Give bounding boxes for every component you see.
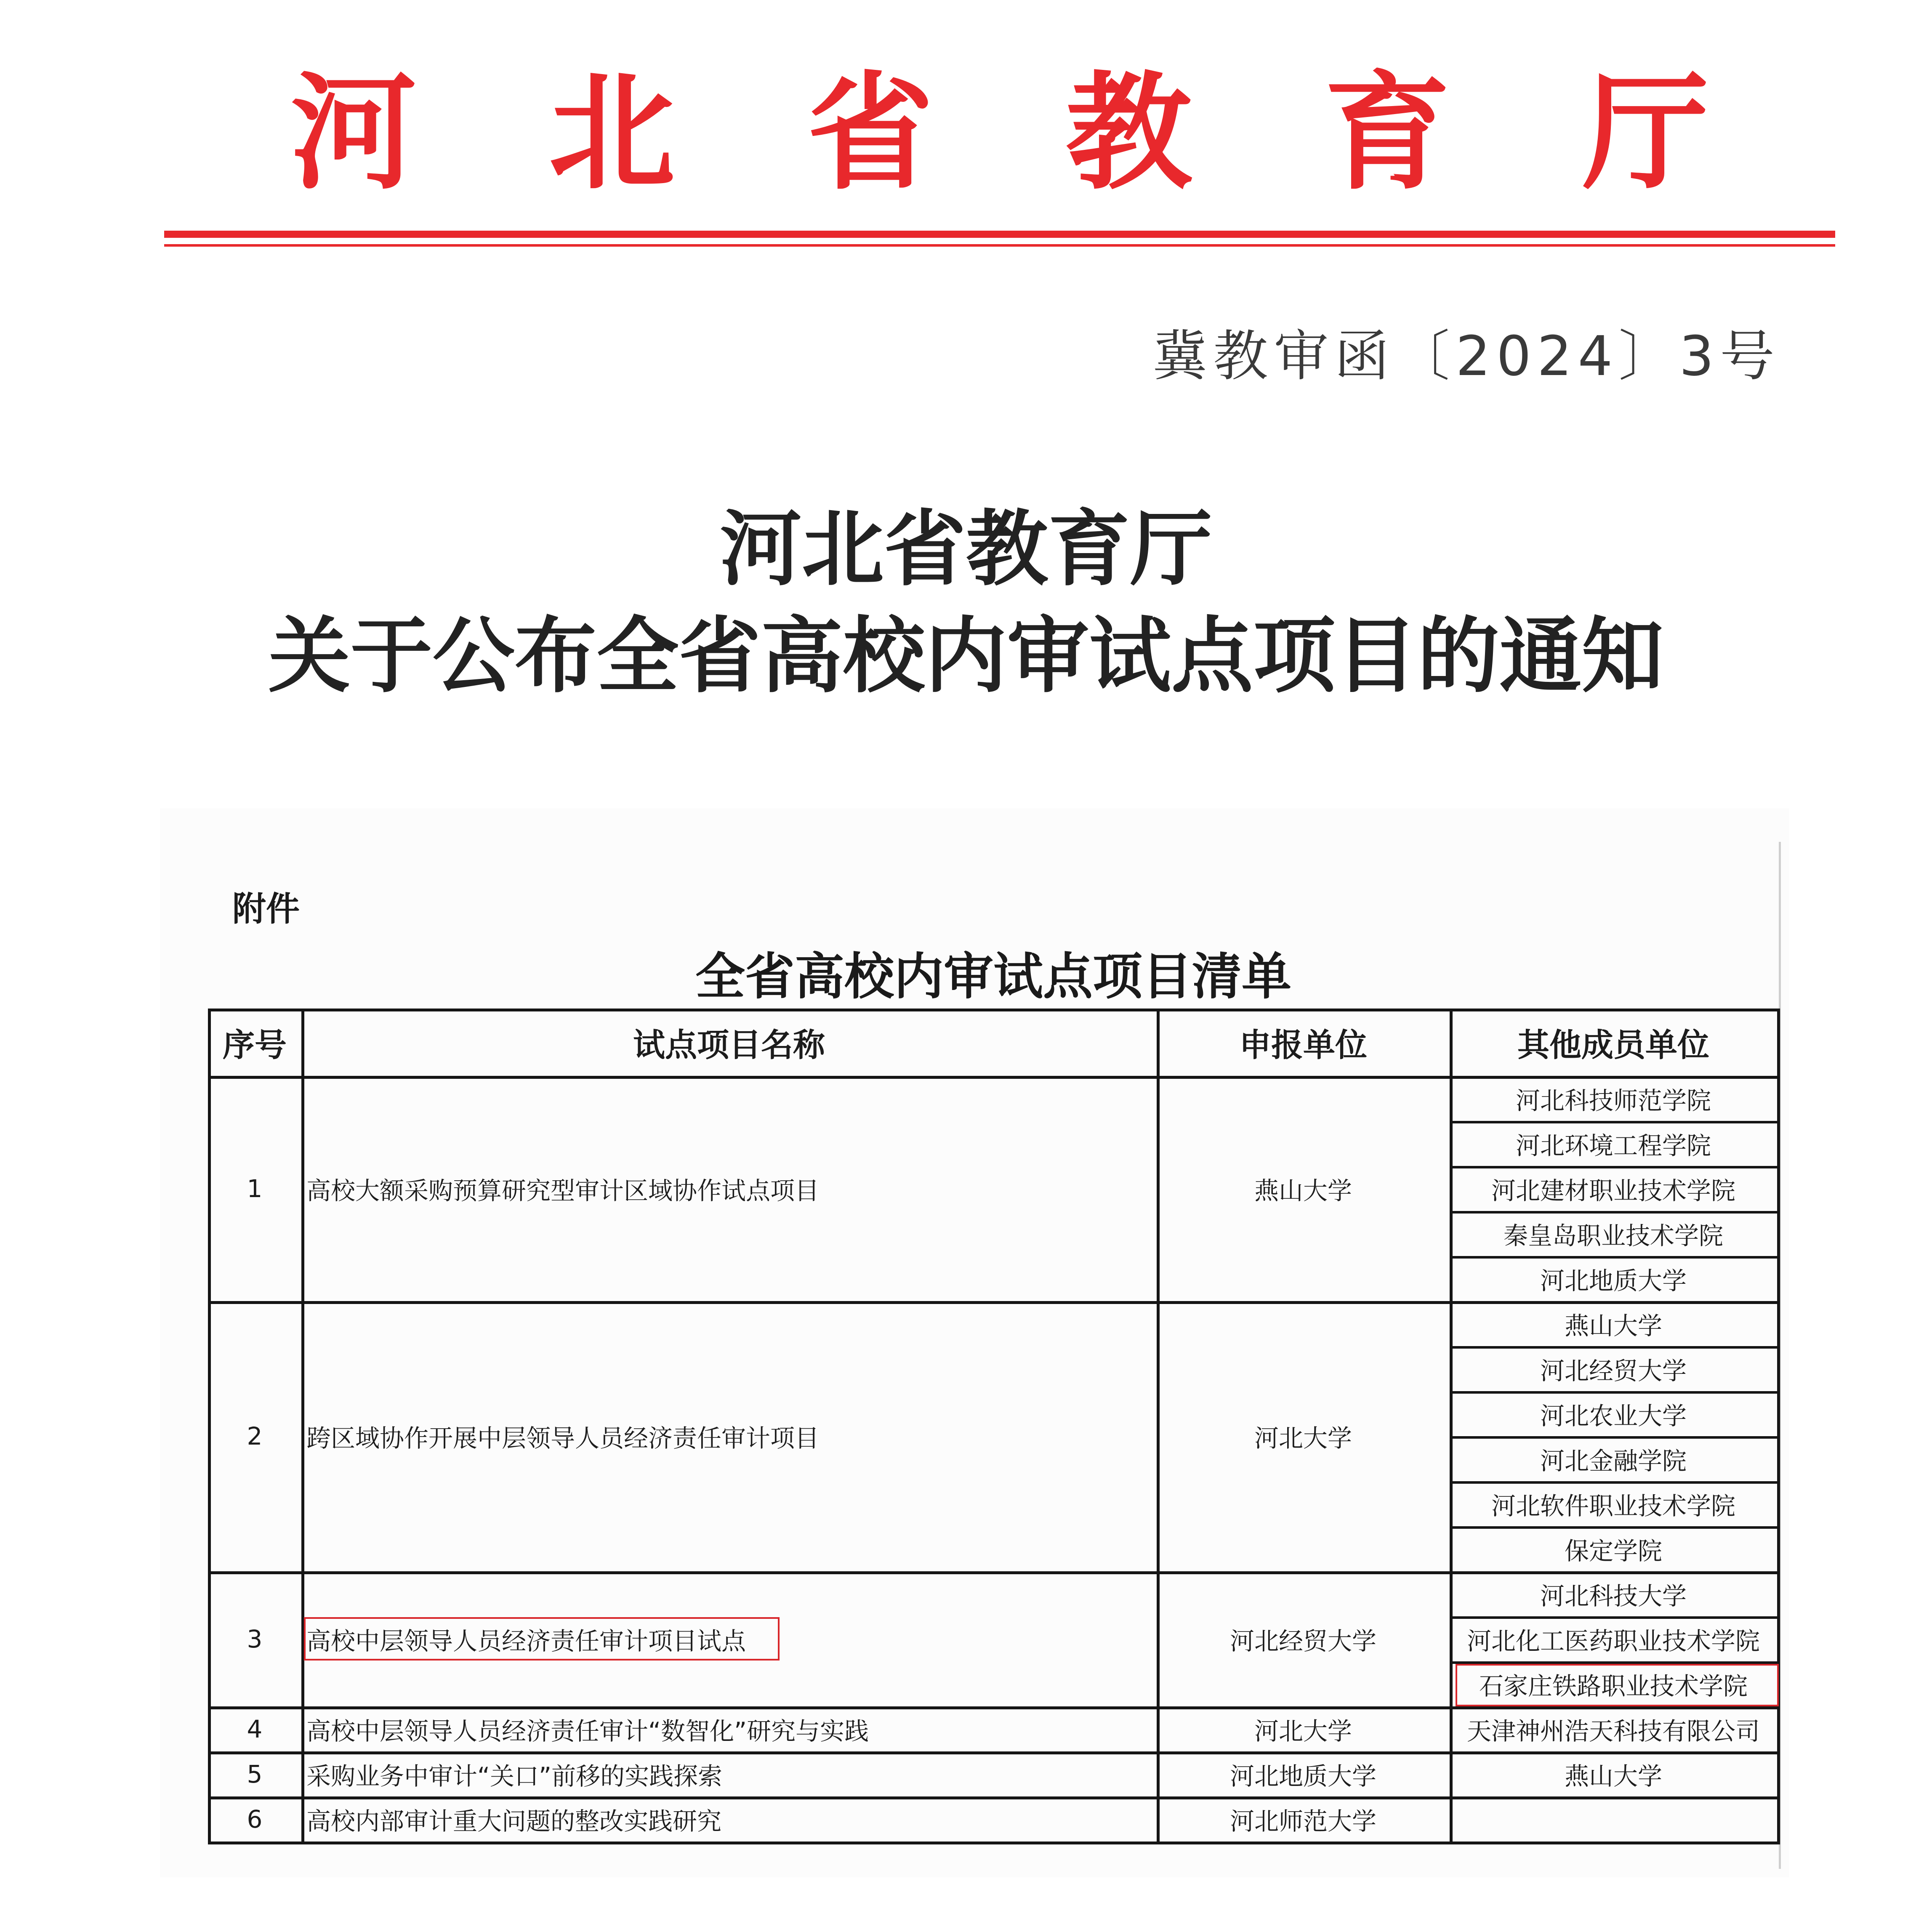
header-members: 其他成员单位 xyxy=(1517,1026,1709,1064)
applicant-unit: 燕山大学 xyxy=(1254,1176,1352,1205)
table-rule-h xyxy=(1450,1391,1777,1394)
row-number: 1 xyxy=(247,1174,263,1203)
member-unit xyxy=(1450,1796,1777,1842)
member-unit: 秦皇岛职业技术学院 xyxy=(1503,1221,1723,1250)
project-name: 采购业务中审计“关口”前移的实践探索 xyxy=(306,1762,723,1791)
project-name: 高校大额采购预算研究型审计区域协作试点项目 xyxy=(306,1176,820,1205)
table-rule-h xyxy=(208,1842,1780,1844)
table-rule-h xyxy=(208,1706,1780,1709)
table-rule-h xyxy=(1450,1481,1777,1484)
document-number: 冀教审函〔2024〕3号 xyxy=(1152,324,1780,388)
header-applicant: 申报单位 xyxy=(1239,1026,1367,1064)
letterhead-char: 教 xyxy=(1066,58,1192,207)
member-unit: 石家庄铁路职业技术学院 xyxy=(1479,1671,1748,1700)
list-title: 全省高校内审试点项目清单 xyxy=(695,947,1291,1006)
member-unit: 河北环境工程学院 xyxy=(1515,1131,1711,1160)
letterhead-char: 北 xyxy=(549,58,675,207)
letterhead-char: 厅 xyxy=(1583,58,1709,207)
highlight-box xyxy=(304,1617,780,1661)
table-rule-h xyxy=(1450,1256,1777,1259)
table-rule-v xyxy=(208,1009,211,1844)
table-rule-h xyxy=(208,1571,1780,1574)
member-unit: 河北建材职业技术学院 xyxy=(1491,1176,1735,1205)
member-unit: 河北科技大学 xyxy=(1540,1581,1687,1610)
table-rule-h xyxy=(1450,1121,1777,1123)
table-rule-v xyxy=(1777,1009,1780,1844)
table-rule-v xyxy=(301,1009,304,1844)
applicant-unit: 河北大学 xyxy=(1254,1716,1352,1746)
applicant-unit: 河北地质大学 xyxy=(1229,1762,1376,1791)
table-rule-h xyxy=(1450,1346,1777,1349)
project-name: 跨区域协作开展中层领导人员经济责任审计项目 xyxy=(306,1424,820,1453)
table-rule-h xyxy=(208,1076,1780,1079)
member-unit: 河北地质大学 xyxy=(1540,1266,1687,1295)
member-unit: 河北金融学院 xyxy=(1540,1446,1687,1475)
letterhead-rule-thick xyxy=(164,231,1835,238)
row-number: 3 xyxy=(247,1624,263,1653)
member-unit: 河北科技师范学院 xyxy=(1515,1086,1711,1115)
table-rule-h xyxy=(1450,1211,1777,1213)
table-rule-h xyxy=(208,1009,1780,1011)
project-name: 高校中层领导人员经济责任审计“数智化”研究与实践 xyxy=(306,1716,869,1746)
attachment-label: 附件 xyxy=(232,889,300,929)
row-number: 5 xyxy=(247,1759,263,1788)
member-unit: 河北经贸大学 xyxy=(1540,1356,1687,1385)
table-rule-h xyxy=(1450,1436,1777,1439)
applicant-unit: 河北经贸大学 xyxy=(1229,1626,1376,1655)
document-title-line2: 关于公布全省高校内审试点项目的通知 xyxy=(268,608,1664,704)
member-unit: 河北软件职业技术学院 xyxy=(1491,1491,1735,1520)
table-rule-h xyxy=(208,1796,1780,1799)
row-number: 2 xyxy=(247,1422,263,1450)
project-name: 高校中层领导人员经济责任审计项目试点 xyxy=(306,1626,746,1655)
letterhead-title xyxy=(290,58,1709,207)
table-rule-v xyxy=(1450,1009,1453,1844)
applicant-unit: 河北大学 xyxy=(1254,1424,1352,1453)
table-rule-v xyxy=(1157,1009,1160,1844)
applicant-unit: 河北师范大学 xyxy=(1229,1807,1376,1836)
member-unit: 燕山大学 xyxy=(1564,1311,1662,1340)
project-name: 高校内部审计重大问题的整改实践研究 xyxy=(306,1807,722,1836)
letterhead-char: 育 xyxy=(1324,58,1450,207)
pilot-project-table xyxy=(208,1009,1777,1850)
letterhead-rule-thin xyxy=(164,244,1835,247)
document-title-line1: 河北省教育厅 xyxy=(720,501,1212,597)
member-unit: 河北化工医药职业技术学院 xyxy=(1466,1626,1760,1655)
table-rule-h xyxy=(208,1301,1780,1304)
letterhead-char: 河 xyxy=(290,58,417,207)
member-unit: 天津神州浩天科技有限公司 xyxy=(1466,1716,1760,1746)
table-rule-h xyxy=(1450,1616,1777,1619)
member-unit: 燕山大学 xyxy=(1564,1762,1662,1791)
table-rule-h xyxy=(1450,1166,1777,1168)
table-rule-h xyxy=(208,1751,1780,1754)
letterhead-char: 省 xyxy=(807,58,934,207)
table-rule-h xyxy=(1450,1526,1777,1529)
row-number: 6 xyxy=(247,1804,263,1834)
document-title xyxy=(0,497,1932,709)
member-unit: 保定学院 xyxy=(1564,1536,1662,1565)
highlight-box xyxy=(1456,1664,1779,1706)
header-project-name: 试点项目名称 xyxy=(633,1026,825,1064)
row-number: 4 xyxy=(247,1714,263,1743)
member-unit: 河北农业大学 xyxy=(1540,1401,1687,1430)
header-no: 序号 xyxy=(223,1026,287,1064)
